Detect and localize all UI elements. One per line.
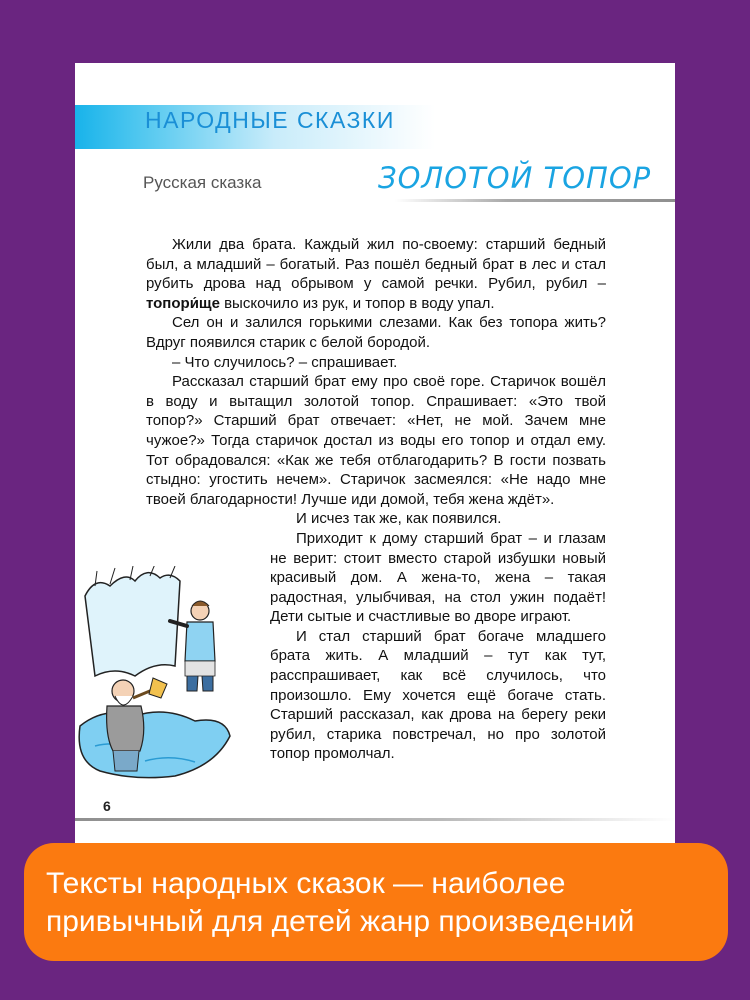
bold-word: топори́ще bbox=[146, 294, 220, 312]
paragraph-1: Жили два брата. Каждый жил по-своему: старший бедный был, а младший – богатый. Раз пошёл бедный брат в лес и стал рубить дрова над обрывом у самой речки. Рубил, рубил – топори́ще выскочило из рук, и топор в воду упал. bbox=[146, 236, 606, 312]
paragraph-5: И исчез так же, как появился. bbox=[296, 510, 502, 528]
page-number: 6 bbox=[103, 798, 111, 814]
paragraph-3: – Что случилось? – спрашивает. bbox=[172, 353, 398, 371]
paragraph-2: Сел он и залился горькими слезами. Как без топора жить? Вдруг появился старик с белой бородой. bbox=[146, 314, 606, 351]
story-title: ЗОЛОТОЙ ТОПОР bbox=[378, 161, 652, 195]
title-divider bbox=[395, 199, 675, 202]
paragraph-4: Рассказал старший брат ему про своё горе. Старичок вошёл в воду и вытащил золотой топор. Спрашивает: «Это твой топор?» Старший брат отвечает: «Нет, не мой. Зачем мне чужое?» Тогда старичок достал из воды его топор и отдал ему. Тот обрадовался: «Как же тебя отблагодарить? В гости позвать стыдно: угостить нечем». Старичок засмеялся: «Не надо мне твоей благодарности! Лучше иди домой, тебя жена ждёт». bbox=[146, 373, 606, 508]
paragraph-7: И стал старший брат богаче младшего брата жить. А младший – тут как тут, расспрашивает, как всё случилось, что произошло. Ему хочется ещё богаче стать. Старший рассказал, как дрова на берегу реки рубил, старика повстречал, но про золотой топор промолчал. bbox=[270, 627, 606, 763]
illustration-old-man-and-brother bbox=[75, 566, 235, 781]
book-page bbox=[75, 63, 675, 863]
story-subtitle: Русская сказка bbox=[143, 173, 262, 192]
banner-text: Тексты народных сказок — наиболее привычный для детей жанр произведений bbox=[46, 867, 635, 938]
promo-banner bbox=[24, 843, 728, 961]
section-title: НАРОДНЫЕ СКАЗКИ bbox=[145, 107, 395, 133]
paragraph-6: Приходит к дому старший брат – и глазам не верит: стоит вместо старой избушки новый красивый дом. А жена-то, жена – такая радостная, улыбчивая, на стол ужин подаёт! Дети сытые и счастливые во дворе играют. bbox=[270, 529, 606, 626]
bottom-divider bbox=[75, 818, 675, 821]
